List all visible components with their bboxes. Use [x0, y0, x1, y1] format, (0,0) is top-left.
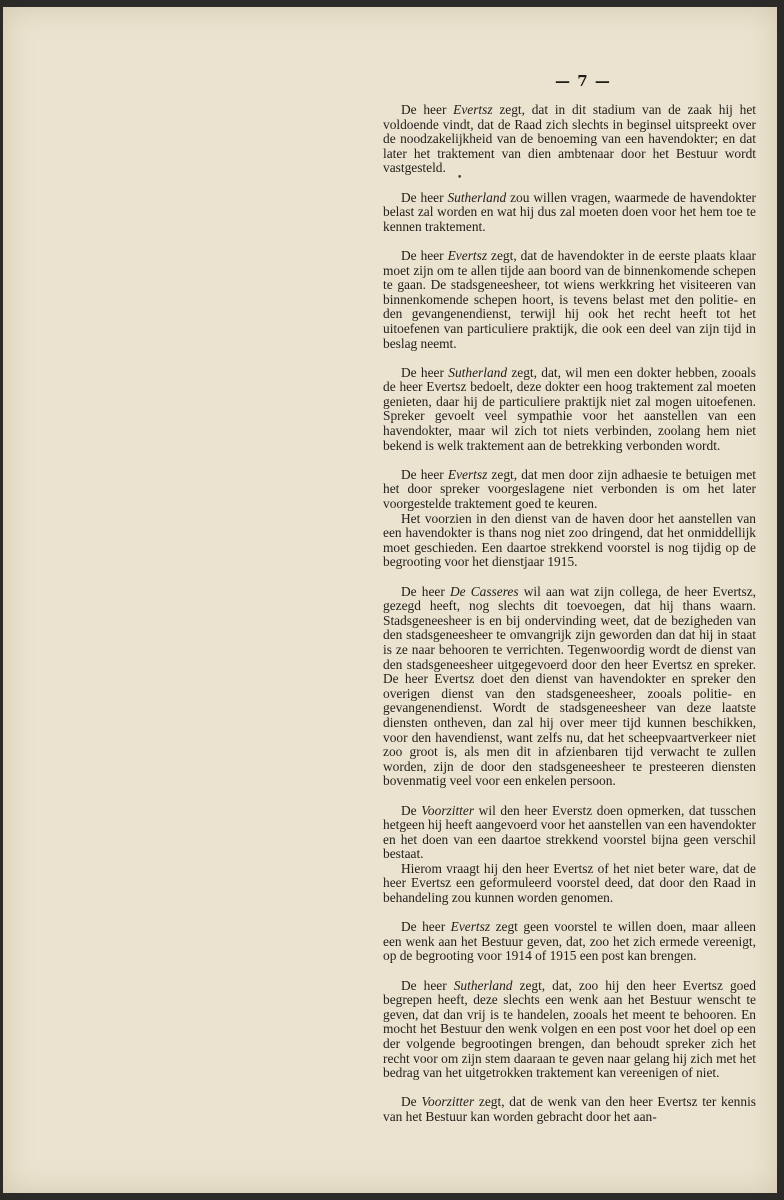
speaker-name: Voorzitter: [421, 802, 475, 818]
paragraph: [383, 468, 756, 512]
paragraph-text: zegt geen voorstel te willen doen, maar alleen een wenk aan het Bestuur geven, dat, zoo het zich ermede vereenigt, op de begrooting voor 1914 of 1915 een post kan brengen.: [383, 919, 756, 964]
paragraph-text: wil den heer Everstz doen opmerken, dat tusschen hetgeen hij heeft aangevoerd voor het aanstellen van een havendokter en het doen van een daartoe strekkend voorstel bijna geen verschil bestaat.: [383, 802, 756, 862]
speaker-name: Sutherland: [447, 189, 507, 205]
paragraph-prefix: De heer: [401, 977, 454, 993]
paragraph: [383, 103, 756, 176]
paragraph-prefix: De heer: [401, 102, 454, 117]
text-column: [383, 103, 756, 1125]
speaker-name: Sutherland: [453, 977, 513, 993]
speaker-name: Evertsz: [447, 247, 488, 263]
paragraph: [383, 512, 756, 570]
paragraph-text: zegt, dat, zoo hij den heer Evertsz goed begrepen heeft, deze slechts een wenk aan het Bestuur wenscht te geven, dat dan vrij is te handelen, zooals het meent te behooren. En mocht het Bestuur den wenk volgen en een post voor het doel op een der volgende begrootingen brengen, dan behoudt spreker zich het recht voor om zijn stem daaraan te geven naar gelang hij zich met het bedrag van het uitgetrokken traktement kan vereenigen of niet.: [383, 977, 756, 1081]
paragraph: [383, 804, 756, 862]
paragraph-prefix: De: [401, 802, 422, 818]
paragraph-text: zegt, dat in dit stadium van de zaak hij het voldoende vindt, dat de Raad zich slechts in beginsel uitspreekt over de noodzakelijkheid van de benoeming van een havendokter; en dat later het traktement van dien ambtenaar door het Bestuur wordt vastgesteld.: [383, 102, 756, 176]
paragraph-prefix: De heer: [401, 919, 451, 935]
speaker-name: Sutherland: [448, 364, 508, 380]
paragraph-text: zegt, dat, wil men een dokter hebben, zooals de heer Evertsz bedoelt, deze dokter een hoog traktement zal moeten genieten, daar hij de particuliere praktijk niet zal mogen uitoefenen. Spreker gevoelt veel sympathie voor het aanstellen van een havendokter, maar wil zich tot niets verbinden, zoolang hem niet bekend is welk traktement aan de betrekking verbonden wordt.: [383, 364, 756, 453]
paragraph-prefix: De heer: [401, 189, 448, 205]
document-page: [3, 7, 777, 1193]
paragraph-text: zegt, dat men door zijn adhaesie te betuigen met het door spreker voorgeslagene niet verbonden is om het later voorgestelde traktement goed te keuren.: [383, 466, 756, 512]
paragraph: [383, 249, 756, 351]
paragraph-prefix: De heer: [401, 364, 449, 380]
paragraph-prefix: De: [401, 1094, 422, 1110]
paragraph-prefix: De heer: [401, 583, 450, 599]
speaker-name: Voorzitter: [421, 1094, 475, 1110]
paragraph: [383, 862, 756, 906]
paragraph: [383, 979, 756, 1081]
speaker-name: Evertsz: [447, 466, 488, 482]
paragraph: [383, 585, 756, 789]
paragraph-text: zegt, dat de havendokter in de eerste plaats klaar moet zijn om te allen tijde aan boord van de binnenkomende schepen te gaan. De stadsgeneesheer, tot wiens werkkring het visiteeren van binnenkomende schepen hoort, is tevens belast met den politie- en den gevangenendienst, terwijl hij ook het recht heeft tot het uitoefenen van particuliere praktijk, die ook een deel van zijn tijd in beslag neemt.: [383, 247, 756, 351]
paragraph-prefix: De heer: [401, 247, 448, 263]
ink-mark: •: [457, 173, 463, 183]
paragraph: [383, 191, 756, 235]
paragraph-text: Hierom vraagt hij den heer Evertsz of het niet beter ware, dat de heer Evertsz een geformuleerd voorstel deed, dat door den Raad in behandeling zou kunnen worden genomen.: [383, 860, 756, 906]
speaker-name: De Casseres: [449, 583, 519, 599]
paragraph-text: zegt, dat de wenk van den heer Evertsz ter kennis van het Bestuur kan worden gebracht door het aan-: [383, 1094, 756, 1124]
paragraph-prefix: De heer: [401, 466, 448, 482]
page-number: — 7 —: [555, 72, 611, 90]
speaker-name: Evertsz: [453, 102, 493, 117]
paragraph: [383, 920, 756, 964]
speaker-name: Evertsz: [450, 919, 491, 935]
paragraph: [383, 1095, 756, 1124]
paragraph-text: wil aan wat zijn collega, de heer Evertsz, gezegd heeft, nog slechts dit toevoegen, dat hij thans waarn. Stadsgeneesheer is en bij ondervinding weet, dat de bezigheden van den stadsgeneesheer te omvangrijk zijn geworden dan dat hij in staat is ze naar behooren te verrichten. Tegenwoordig wordt de dienst van den stadsgeneesheer uitgegevoerd door den heer Evertsz en spreker. De heer Evertsz doet den dienst van havendokter en spreker den overigen dienst van den stadsgeneesheer, zooals politie- en gevangenendienst. Wordt de stadsgeneesheer van deze laatste diensten ontheven, dan zal hij over meer tijd kunnen beschikken, voor den havendienst, want zelfs nu, dat het scheepvaartverkeer niet zoo groot is, als men dit in afzienbaren tijd verwacht te zullen worden, zijn de door den stadsgeneesheer te presteeren diensten bovenmatig veel voor een enkelen persoon.: [383, 583, 757, 789]
paragraph: [383, 366, 756, 454]
paragraph-text: zou willen vragen, waarmede de havendokter belast zal worden en wat hij dus zal moeten doen voor het hem toe te kennen traktement.: [383, 189, 756, 234]
paragraph-text: Het voorzien in den dienst van de haven door het aanstellen van een havendokter is thans nog niet zoo dringend, dat het onmiddellijk moet geschieden. Een daartoe strekkend voorstel is nog tijdig op de begrooting voor het dienstjaar 1915.: [383, 510, 756, 570]
